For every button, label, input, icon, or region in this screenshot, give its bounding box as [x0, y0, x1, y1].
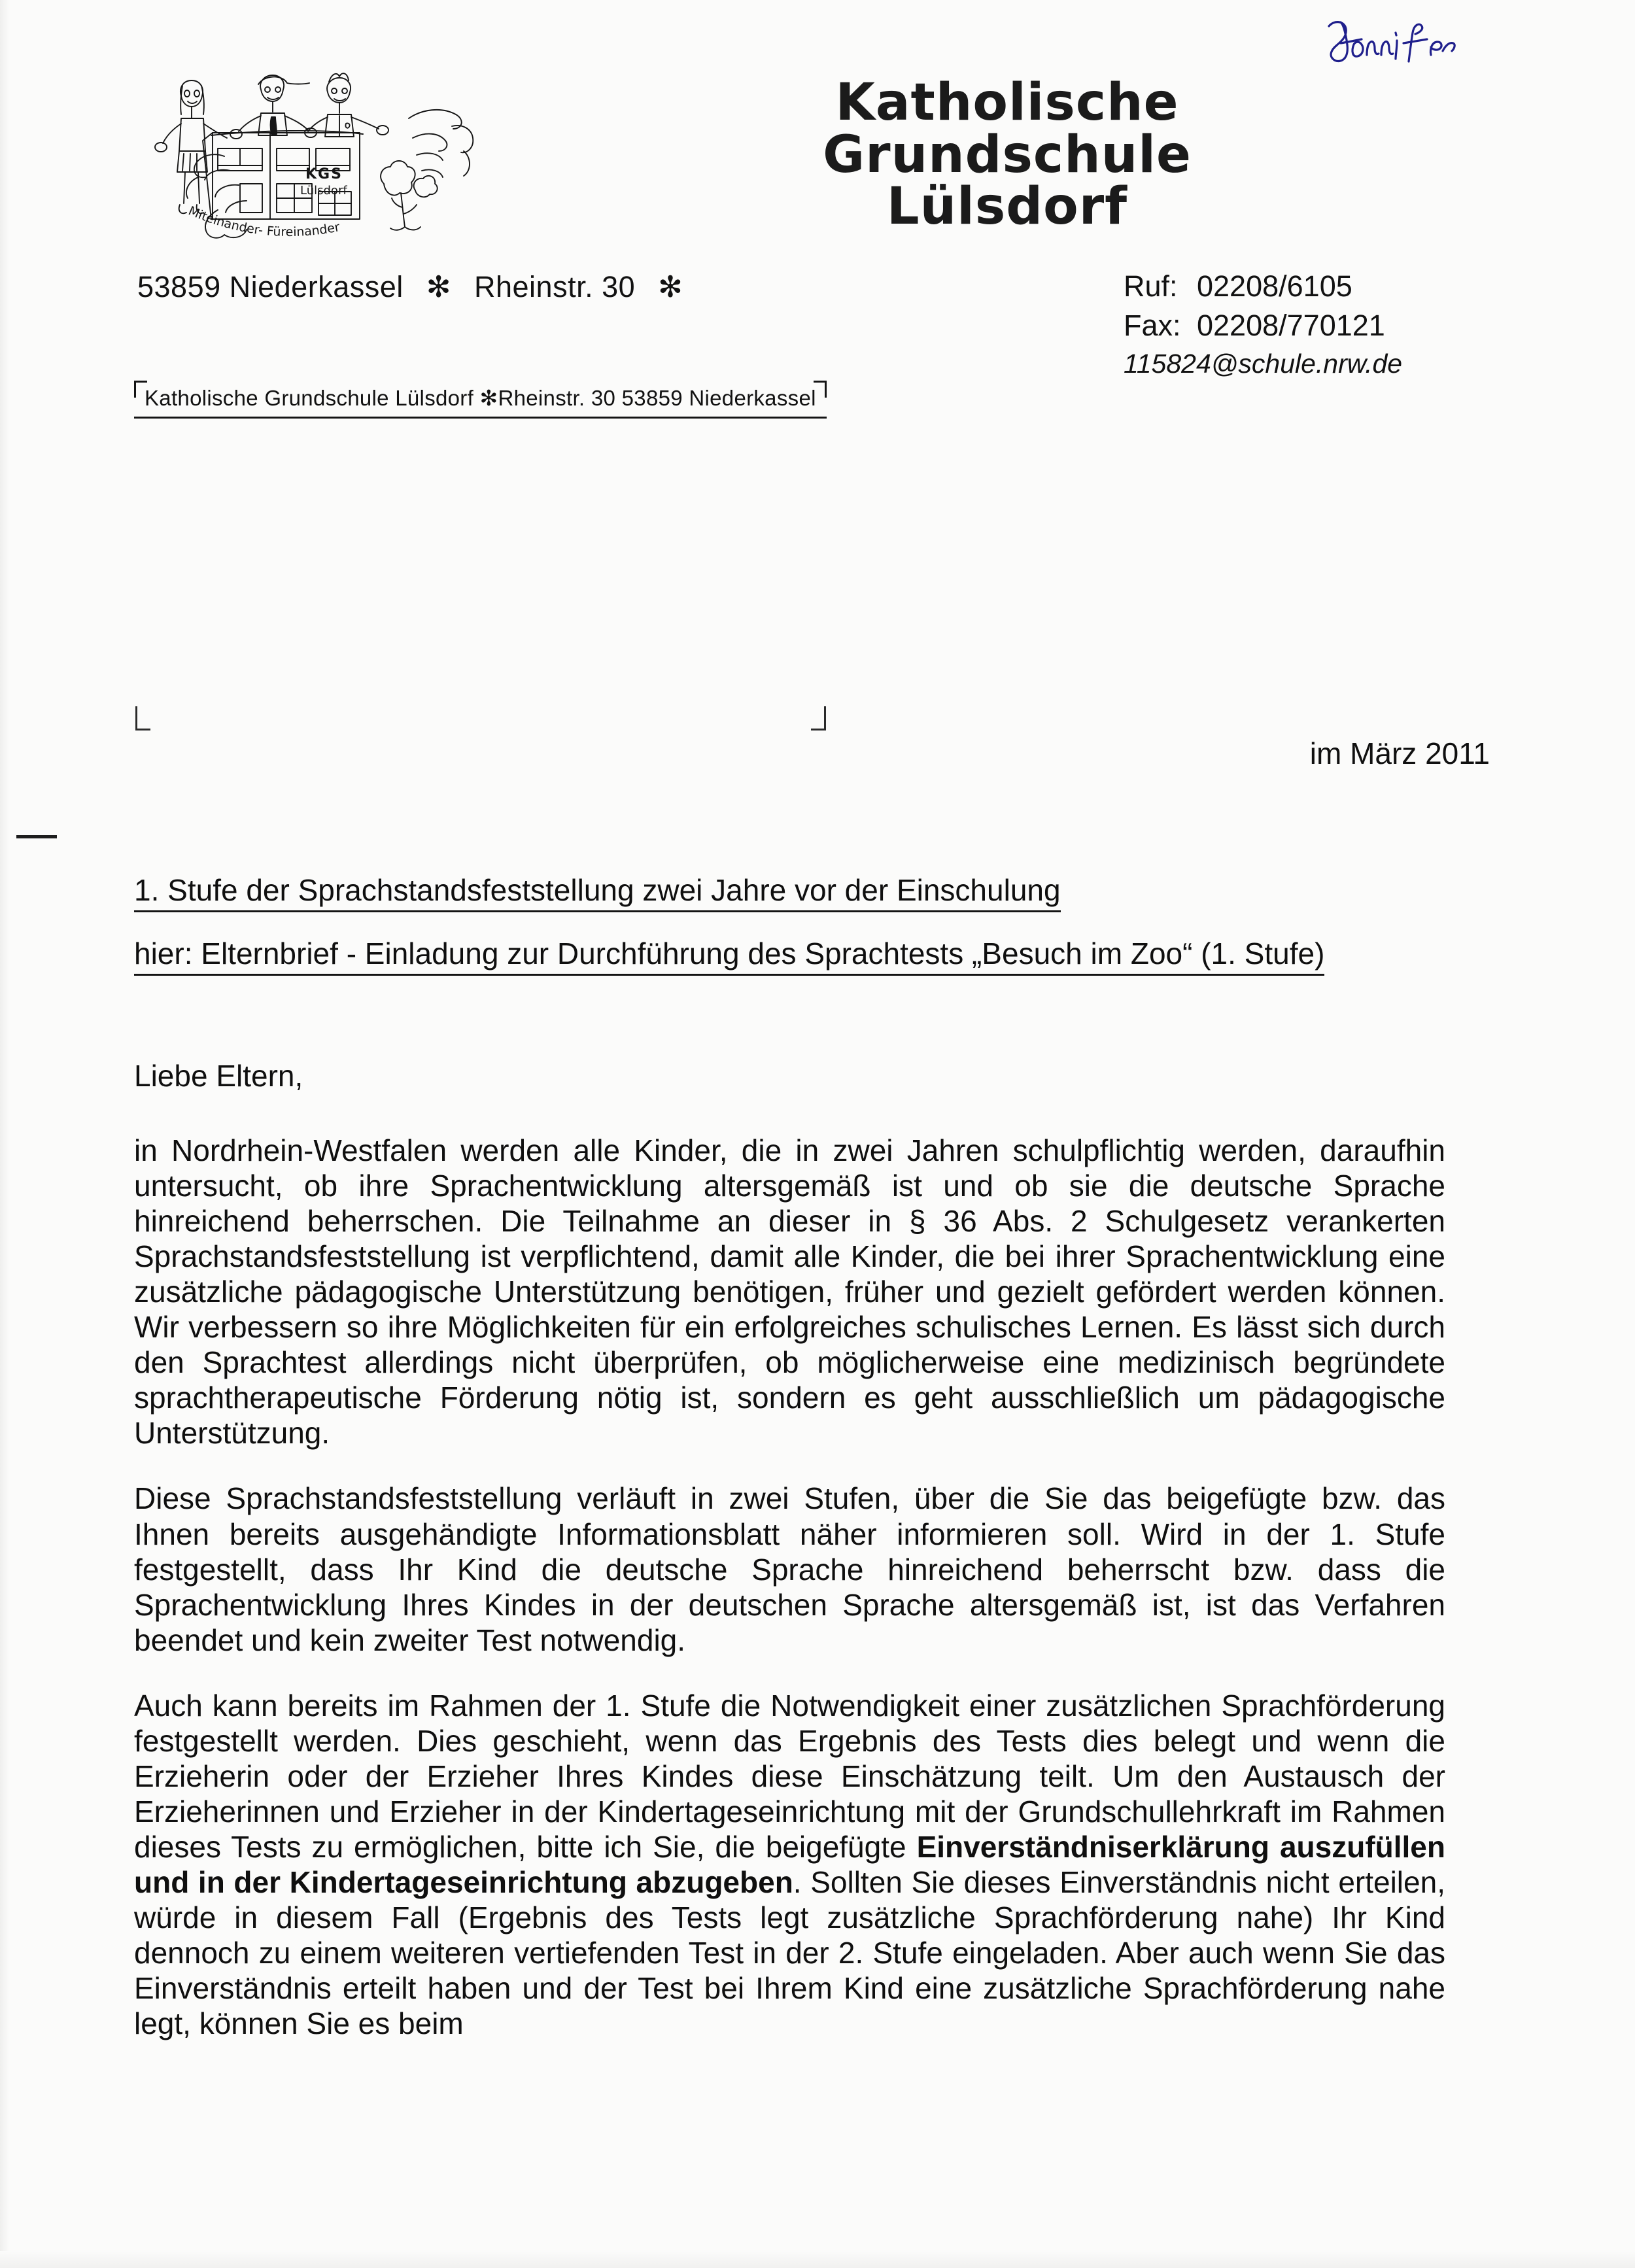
body-paragraph-1: in Nordrhein-Westfalen werden alle Kinder, die in zwei Jahren schulpflichtig werden, daraufhin untersucht, ob ihre Sprachentwicklung altersgemäß ist und ob sie die deutsche Sprache hinreichend beherrschen. Die Teilnahme an dieser in § 36 Abs. 2 Schulgesetz verankerten Sprachstandsfeststellung ist verpflichtend, damit alle Kinder, die bei ihrer Sprachentwicklung eine zusätzliche pädagogische Unterstützung benötigen, früher und gezielt gefördert werden können. Wir verbessern so ihre Möglichkeiten für ein erfolgreiches schulisches Lernen. Es lässt sich durch den Sprachtest allerdings nicht überprüfen, ob möglicherweise eine medizinisch begründete sprachtherapeutische Förderung nötig ist, sondern es geht ausschließlich um pädagogische Unterstützung. — [134, 1133, 1445, 1451]
address-window-corner-bottom-right — [811, 706, 826, 730]
subject-line-1: 1. Stufe der Sprachstandsfeststellung zwei Jahre vor der Einschulung — [134, 875, 1061, 912]
sender-return-address: Katholische Grundschule Lülsdorf ✻Rheinstr. 30 53859 Niederkassel — [134, 383, 827, 419]
school-name-line-3: Lülsdorf — [886, 177, 1128, 237]
subject-block — [134, 875, 1501, 976]
phone-label: Ruf: — [1124, 269, 1178, 303]
handwritten-name-jennifer — [1315, 14, 1478, 80]
page-edge-shadow-left — [0, 0, 9, 2268]
address-separator-1: ✻ — [426, 270, 451, 303]
letter-date: im März 2011 — [1309, 736, 1490, 770]
body-paragraph-2: Diese Sprachstandsfeststellung verläuft in zwei Stufen, über die Sie das beigefügte bzw. das Ihnen bereits ausgehändigte Informationsblatt näher informieren soll. Wird in der 1. Stufe festgestellt, dass Ihr Kind die deutsche Sprache hinreichend beherrscht bzw. dass die Sprachentwicklung Ihres Kindes in der deutschen Sprache altersgemäß ist, ist das Verfahren beendet und kein zweiter Test notwendig. — [134, 1481, 1445, 1657]
fax-label: Fax: — [1124, 309, 1181, 343]
phone-value: 02208/6105 — [1197, 269, 1352, 303]
fold-mark — [16, 835, 57, 838]
contact-block — [1124, 267, 1402, 382]
salutation: Liebe Eltern, — [134, 1059, 303, 1093]
logo-caption-kgs: KGS — [305, 166, 343, 182]
fax-value: 02208/770121 — [1197, 309, 1385, 343]
email-address: 115824@schule.nrw.de — [1124, 348, 1403, 379]
consent-instruction-bold: Einverständniserklärung auszufüllen und in der Kindertageseinrichtung abzugeben — [134, 1829, 1445, 1899]
letter-body — [134, 1058, 1445, 2041]
paragraph-3-text-after-bold: . Sollten Sie dieses Einverständnis nicht erteilen, würde in diesem Fall (Ergebnis des Tests legt zusätzliche Sprachförderung nahe) Ihr Kind dennoch zu einem weiteren vertiefenden Test in der 2. Stufe eingeladen. Aber auch wenn Sie das Einverständnis erteilt haben und der Test bei Ihrem Kind eine zusätzliche Sprachförderung nahe legt, können Sie es beim — [134, 1864, 1445, 2041]
page-edge-shadow-bottom — [0, 2251, 1635, 2268]
body-paragraph-3 — [134, 1688, 1445, 2041]
phone-row — [1124, 267, 1402, 306]
school-logo-drawing — [141, 56, 513, 252]
school-name-line-2: Grundschule — [823, 125, 1192, 184]
address-city: 53859 Niederkassel — [137, 270, 404, 303]
school-name-line-1: Katholische — [835, 73, 1179, 132]
subject-line-2: hier: Elternbrief - Einladung zur Durchführung des Sprachtests „Besuch im Zoo“ (1. Stufe) — [134, 938, 1324, 976]
address-window-corner-bottom-left — [135, 706, 150, 730]
letterhead-address-line — [137, 269, 697, 304]
address-street: Rheinstr. 30 — [474, 270, 636, 303]
school-name-heading — [752, 73, 1262, 237]
logo-motto: Miteinander- Füreinander — [186, 203, 341, 239]
logo-caption-luelsdorf: Lülsdorf — [300, 184, 347, 198]
fax-row — [1124, 306, 1402, 345]
address-separator-2: ✻ — [658, 270, 683, 303]
paragraph-3-text-before-bold: Auch kann bereits im Rahmen der 1. Stufe die Notwendigkeit einer zusätzlichen Sprachförderung festgestellt werden. Dies geschieht, wenn das Ergebnis des Tests dies belegt und wenn die Erzieherin oder der Erzieher Ihres Kindes diese Einschätzung teilt. Um den Austausch der Erzieherinnen und Erzieher in der Kindertageseinrichtung mit der Grundschullehrkraft im Rahmen dieses Tests zu ermöglichen, bitte ich Sie, die beigefügte — [134, 1688, 1445, 1864]
